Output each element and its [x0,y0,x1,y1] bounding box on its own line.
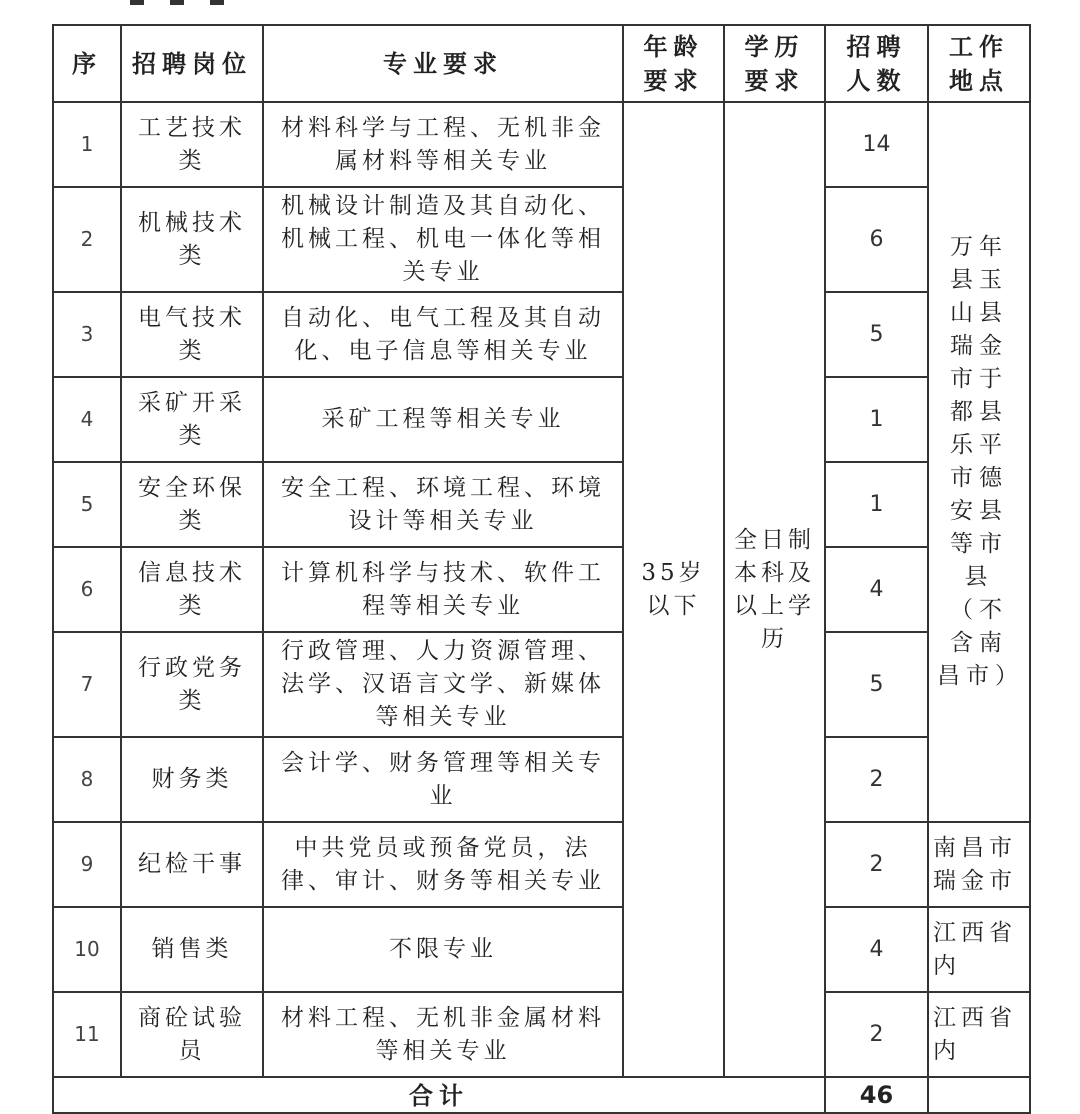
header-major: 专业要求 [263,25,623,102]
cell-seq: 4 [53,377,121,462]
cell-position: 采矿开采类 [121,377,263,462]
cropped-text-fragment [130,0,250,8]
table-row [53,377,1030,462]
cell-major: 中共党员或预备党员，法律、审计、财务等相关专业 [263,822,623,907]
cell-count: 4 [825,547,928,632]
cell-seq: 3 [53,292,121,377]
cell-position: 机械技术类 [121,187,263,292]
cell-seq: 5 [53,462,121,547]
cell-location: 江西省内 [928,992,1030,1077]
recruitment-table [52,24,1031,1114]
cell-major: 材料工程、无机非金属材料等相关专业 [263,992,623,1077]
cell-count: 1 [825,462,928,547]
cell-major: 采矿工程等相关专业 [263,377,623,462]
table-row [53,907,1030,992]
cell-seq: 8 [53,737,121,822]
cell-location: 江西省内 [928,907,1030,992]
cell-seq: 9 [53,822,121,907]
cell-seq: 11 [53,992,121,1077]
cell-position: 销售类 [121,907,263,992]
header-seq: 序 [53,25,121,102]
cell-count: 2 [825,822,928,907]
table-row [53,292,1030,377]
cell-position: 纪检干事 [121,822,263,907]
header-education: 学历 要求 [724,25,825,102]
cell-position: 商砼试验员 [121,992,263,1077]
cell-count: 5 [825,292,928,377]
header-age: 年龄 要求 [623,25,724,102]
table-row [53,737,1030,822]
cell-count: 5 [825,632,928,737]
cell-count: 14 [825,102,928,187]
table-row [53,632,1030,737]
table-row [53,822,1030,907]
cell-seq: 6 [53,547,121,632]
cell-position: 工艺技术类 [121,102,263,187]
cell-count: 2 [825,992,928,1077]
cell-count: 4 [825,907,928,992]
table-row [53,547,1030,632]
table-row [53,992,1030,1077]
cell-seq: 10 [53,907,121,992]
cell-age-shared: 35岁以下 [623,102,724,1077]
cell-major: 自动化、电气工程及其自动化、电子信息等相关专业 [263,292,623,377]
total-value: 46 [825,1077,928,1113]
cell-location-group: 万年县玉山县瑞金市于都县乐平市德安县等市县（不含南昌市） [928,102,1030,822]
cell-location: 南昌市瑞金市 [928,822,1030,907]
cell-count: 6 [825,187,928,292]
cell-position: 电气技术类 [121,292,263,377]
cell-count: 2 [825,737,928,822]
header-position: 招聘岗位 [121,25,263,102]
header-row [53,25,1030,102]
cell-seq: 7 [53,632,121,737]
table-row [53,102,1030,187]
total-label: 合计 [53,1077,825,1113]
cell-major: 机械设计制造及其自动化、机械工程、机电一体化等相关专业 [263,187,623,292]
table-row [53,462,1030,547]
cell-major: 行政管理、人力资源管理、法学、汉语言文学、新媒体等相关专业 [263,632,623,737]
cell-position: 信息技术类 [121,547,263,632]
cell-major: 材料科学与工程、无机非金属材料等相关专业 [263,102,623,187]
cell-seq: 2 [53,187,121,292]
table-row [53,187,1030,292]
cell-position: 安全环保类 [121,462,263,547]
header-location: 工作 地点 [928,25,1030,102]
cell-seq: 1 [53,102,121,187]
total-empty-cell [928,1077,1030,1113]
cell-position: 财务类 [121,737,263,822]
cell-major: 计算机科学与技术、软件工程等相关专业 [263,547,623,632]
cell-education-shared: 全日制本科及以上学历 [724,102,825,1077]
cell-major: 安全工程、环境工程、环境设计等相关专业 [263,462,623,547]
cell-position: 行政党务类 [121,632,263,737]
cell-count: 1 [825,377,928,462]
header-count: 招聘 人数 [825,25,928,102]
cell-major: 会计学、财务管理等相关专业 [263,737,623,822]
total-row [53,1077,1030,1113]
cell-major: 不限专业 [263,907,623,992]
